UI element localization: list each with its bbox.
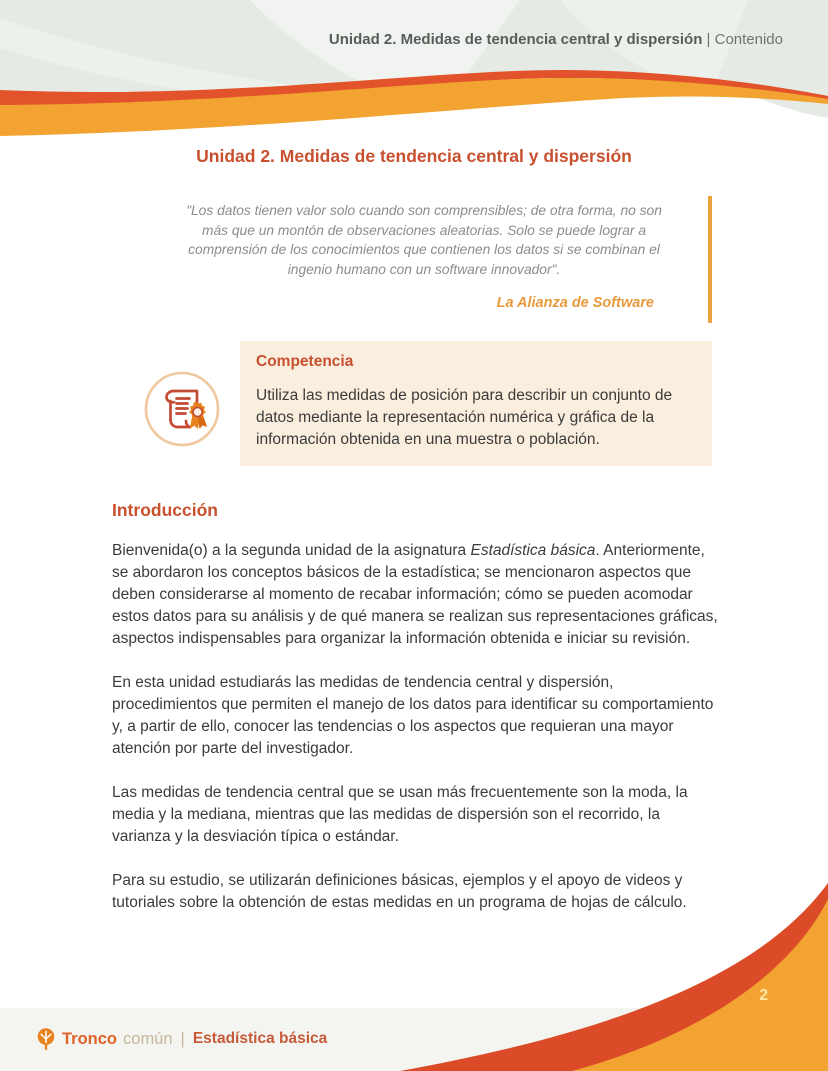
running-header-title: Unidad 2. Medidas de tendencia central y dispersión — [328, 31, 703, 48]
quote-text: "Los datos tienen valor solo cuando son comprensibles; de otra forma, no son más que un montón de observaciones aleatorias. Solo se puede lograr a comprensión de los conocimientos que contienen los datos si se combinan el ingenio humano con un software innovador". — [186, 203, 662, 277]
running-header-separator: | — [706, 31, 711, 48]
quote-attribution: La Alianza de Software — [496, 295, 654, 311]
intro-paragraph-3: Las medidas de tendencia central que se usan más frecuentemente son la moda, la media y la mediana, mientras que las medidas de dispersión son el recorrido, la varianza y la desviación típica o estándar. — [112, 784, 688, 845]
top-wave-banner — [0, 0, 828, 150]
introduction-heading: Introducción — [112, 500, 218, 520]
course-name-italic: Estadística básica — [470, 542, 596, 559]
competencia-body: Utiliza las medidas de posición para describir un conjunto de datos mediante la representación numérica y gráfica de la información obtenida en una muestra o población. — [256, 387, 673, 448]
intro-paragraph-2: En esta unidad estudiarás las medidas de tendencia central y dispersión, procedimientos que permiten el manejo de los datos para identificar su comportamiento y, a partir de ello, conocer las tendencias o los aspectos que requieran una mayor atención por parte del investigador. — [112, 674, 714, 757]
competencia-title: Competencia — [256, 353, 354, 370]
intro-paragraph-1-rest: . Anteriormente, se abordaron los conceptos básicos de la estadística; se mencionaron aspectos que deben considerarse al momento de recabar información; cómo se pueden acomodar estos datos para su análisis y de qué manera se realizan sus representaciones gráficas, aspectos indispensables para organizar la información obtenida e iniciar su revisión. — [112, 542, 718, 647]
page-number: 2 — [759, 987, 768, 1004]
brand-name: Tronco — [62, 1029, 118, 1048]
brand-suffix: común — [123, 1029, 173, 1048]
brand-separator: | — [180, 1029, 185, 1048]
competencia-box — [240, 341, 712, 466]
main-content — [112, 500, 718, 936]
running-header — [329, 31, 783, 48]
intro-paragraph-1-text: Bienvenida(o) a la segunda unidad de la asignatura — [112, 542, 471, 559]
quote-block — [178, 201, 670, 314]
page-title: Unidad 2. Medidas de tendencia central y dispersión — [196, 146, 632, 166]
brand-course: Estadística básica — [192, 1030, 328, 1047]
intro-paragraph-1 — [112, 540, 718, 650]
running-header-section: Contenido — [714, 31, 783, 48]
quote-vertical-rule — [708, 196, 712, 323]
tree-icon — [36, 1028, 56, 1050]
footer-brand — [36, 1028, 327, 1050]
intro-paragraph-4: Para su estudio, se utilizarán definiciones básicas, ejemplos y el apoyo de videos y tutoriales sobre la obtención de estas medidas en un programa de hojas de cálculo. — [112, 872, 687, 911]
certificate-icon — [142, 369, 222, 449]
